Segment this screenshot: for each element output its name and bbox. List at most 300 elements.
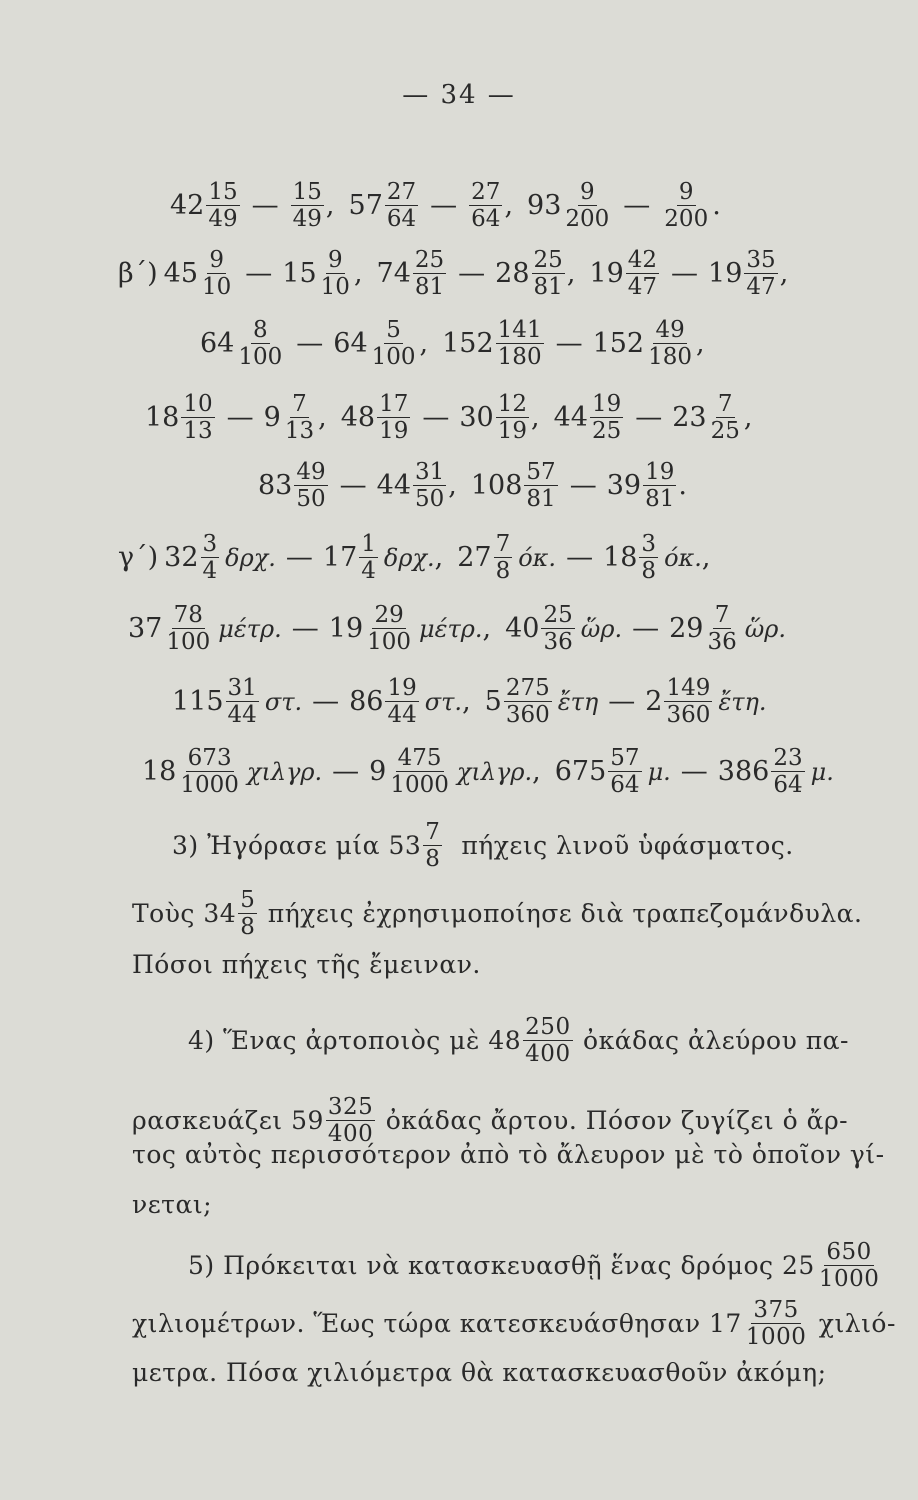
whole-part: 27 [457, 542, 492, 574]
mixed-number [708, 248, 780, 299]
mixed-number [349, 676, 421, 727]
denominator: 180 [497, 344, 542, 371]
denominator: 64 [386, 206, 417, 233]
mixed-number [505, 603, 577, 654]
mixed-number [341, 392, 413, 443]
punctuation: . [678, 470, 687, 502]
fraction [523, 1015, 572, 1066]
whole-part: 64 [200, 328, 235, 360]
minus-sign: — [332, 756, 360, 788]
mixed-number [164, 248, 236, 299]
minus-sign: — [608, 686, 636, 718]
minus-sign: — [245, 258, 273, 290]
denominator: 1000 [180, 772, 239, 799]
numerator: 23 [773, 745, 803, 771]
whole-part: 18 [145, 402, 180, 434]
punctuation: , [448, 470, 457, 502]
numerator: 19 [591, 391, 622, 417]
mixed-number [388, 820, 444, 871]
punctuation: , [325, 190, 335, 222]
text-run: πήχεις λινοῦ ὑφάσματος. [444, 831, 794, 861]
numerator: 49 [296, 459, 326, 485]
fraction [385, 180, 418, 231]
minus-sign: — [285, 542, 313, 574]
mixed-number [377, 460, 449, 511]
whole-part: 42 [170, 190, 205, 222]
whole-part: 18 [603, 542, 638, 574]
fraction [283, 392, 316, 443]
unit-label: μ. [810, 757, 834, 786]
denominator: 100 [238, 344, 283, 371]
fraction [294, 460, 327, 511]
problem-line [188, 1015, 849, 1066]
fraction-row [145, 392, 766, 443]
denominator: 4 [202, 558, 218, 585]
text-run: 3) Ἠγόρασε μία [172, 831, 389, 861]
whole-part: 57 [348, 190, 383, 222]
unit-label: στ. [264, 687, 303, 716]
denominator: 8 [641, 558, 657, 585]
punctuation: , [530, 402, 540, 434]
minus-sign: — [296, 328, 324, 360]
numerator: 1 [361, 531, 376, 557]
minus-sign: — [458, 258, 486, 290]
exercise-label: β΄) [118, 258, 158, 290]
numerator: 275 [505, 675, 550, 701]
mixed-number [471, 460, 560, 511]
mixed-number [718, 746, 807, 797]
problem-line [172, 820, 794, 871]
denominator: 13 [183, 418, 213, 445]
mixed-number [145, 392, 217, 443]
fraction-row [172, 676, 767, 727]
exercise-label: γ΄) [118, 542, 159, 574]
whole-part: 115 [172, 686, 224, 718]
fraction [359, 532, 378, 583]
fraction [496, 318, 544, 369]
whole-part: 48 [488, 1026, 522, 1056]
punctuation: , [482, 613, 492, 645]
mixed-number [282, 248, 354, 299]
whole-part: 48 [340, 402, 376, 434]
fraction [541, 603, 574, 654]
whole-part: 37 [128, 613, 163, 645]
mixed-number [333, 318, 419, 369]
mixed-number [369, 746, 453, 797]
fraction [590, 392, 623, 443]
fraction [423, 820, 442, 871]
minus-sign: — [569, 470, 597, 502]
whole-part: 9 [369, 756, 387, 788]
minus-sign: — [226, 402, 254, 434]
whole-part: 40 [505, 613, 540, 645]
text-run: 4) Ἕνας ἀρτοποιὸς μὲ [188, 1026, 489, 1056]
denominator: 50 [415, 486, 445, 513]
unit-label: ὥρ. [744, 614, 787, 643]
numerator: 10 [183, 391, 213, 417]
fraction [744, 248, 777, 299]
whole-part: 2 [645, 686, 663, 718]
text-run: ρασκευάζει [132, 1106, 292, 1136]
numerator: 9 [327, 247, 343, 273]
numerator: 19 [645, 459, 675, 485]
text-run: χιλιό- [810, 1309, 896, 1339]
fraction [532, 248, 565, 299]
text-run: ὀκάδας ἄρτου. Πόσον ζυγίζει ὁ ἄρ- [377, 1106, 849, 1136]
denominator: 400 [525, 1041, 571, 1068]
fraction [744, 1298, 809, 1349]
numerator: 27 [471, 179, 501, 205]
numerator: 5 [240, 887, 256, 913]
denominator: 44 [387, 702, 417, 729]
mixed-number [291, 1095, 377, 1146]
minus-sign: — [555, 328, 583, 360]
denominator: 81 [645, 486, 675, 513]
mixed-number [329, 603, 415, 654]
fraction [608, 746, 641, 797]
numerator: 25 [533, 247, 563, 273]
unit-label: μέτρ. [218, 614, 282, 643]
denominator: 64 [471, 206, 501, 233]
minus-sign: — [680, 756, 708, 788]
numerator: 57 [526, 459, 556, 485]
denominator: 180 [648, 344, 693, 371]
mixed-number [527, 180, 613, 231]
whole-part: 17 [322, 542, 358, 574]
whole-part: 29 [669, 613, 704, 645]
numerator: 25 [414, 247, 445, 273]
fraction [319, 248, 352, 299]
fraction [226, 676, 259, 727]
unit-label: ἔτη. [718, 687, 767, 716]
numerator: 57 [610, 745, 640, 771]
denominator: 8 [425, 846, 441, 873]
whole-part: 44 [376, 470, 411, 502]
denominator: 4 [361, 558, 376, 585]
whole-part: 93 [527, 190, 562, 222]
fraction [646, 318, 694, 369]
punctuation: , [696, 328, 705, 360]
numerator: 7 [425, 819, 441, 845]
mixed-number [607, 460, 679, 511]
whole-part: 19 [708, 258, 743, 290]
punctuation: , [504, 190, 514, 222]
mixed-number [172, 676, 261, 727]
punctuation: , [701, 542, 711, 574]
denominator: 360 [505, 702, 550, 729]
numerator: 475 [397, 745, 442, 771]
problem-line [132, 888, 863, 939]
mixed-number [485, 676, 554, 727]
numerator: 3 [202, 531, 218, 557]
mixed-number [258, 460, 330, 511]
denominator: 49 [292, 206, 322, 233]
denominator: 400 [327, 1121, 374, 1148]
text-run: Πόσοι πήχεις τῆς ἔμειναν. [132, 950, 481, 979]
denominator: 1000 [745, 1324, 807, 1351]
numerator: 31 [415, 459, 445, 485]
whole-part: 74 [376, 258, 411, 290]
mixed-number [645, 676, 714, 727]
unit-label: δρχ. [383, 543, 435, 572]
numerator: 27 [386, 179, 417, 205]
fraction [494, 532, 513, 583]
punctuation: , [532, 756, 541, 788]
problem-line [188, 1240, 883, 1291]
punctuation: , [462, 686, 471, 718]
minus-sign: — [566, 542, 594, 574]
denominator: 100 [166, 629, 211, 656]
fraction [662, 180, 710, 231]
fraction-row [170, 180, 735, 231]
numerator: 5 [386, 317, 401, 343]
whole-part: 15 [282, 258, 317, 290]
unit-label: όκ. [664, 543, 702, 572]
whole-part: 32 [164, 542, 199, 574]
whole-part: 53 [388, 831, 422, 861]
mixed-number [782, 1240, 883, 1291]
fraction [563, 180, 611, 231]
minus-sign: — [312, 686, 340, 718]
numerator: 141 [497, 317, 542, 343]
fraction-row [118, 532, 724, 583]
minus-sign: — [339, 470, 367, 502]
problem-line [132, 1140, 885, 1169]
text-run: ὀκάδας ἀλεύρου πα- [574, 1026, 849, 1056]
fraction [664, 676, 712, 727]
denominator: 10 [320, 274, 350, 301]
numerator: 78 [173, 602, 203, 628]
whole-part: 39 [606, 470, 642, 502]
numerator: 42 [627, 247, 658, 273]
problem-line [132, 1190, 212, 1219]
denominator: 1000 [818, 1266, 880, 1293]
denominator: 200 [565, 206, 610, 233]
punctuation: , [434, 542, 444, 574]
denominator: 44 [227, 702, 257, 729]
fraction [206, 180, 239, 231]
whole-part: 152 [442, 328, 494, 360]
problem-line [132, 1095, 848, 1146]
unit-label: δρχ. [225, 543, 276, 572]
denominator: 100 [371, 344, 416, 371]
whole-part: 19 [328, 613, 364, 645]
minus-sign: — [422, 402, 450, 434]
punctuation: , [419, 328, 429, 360]
whole-part: 152 [592, 328, 645, 360]
fraction [181, 392, 214, 443]
fraction [201, 532, 220, 583]
unit-label: στ. [424, 687, 463, 716]
whole-part: 386 [717, 756, 770, 788]
unit-label: ἔτη [557, 687, 599, 716]
numerator: 650 [826, 1239, 872, 1265]
denominator: 25 [591, 418, 622, 445]
punctuation: , [318, 402, 327, 434]
minus-sign: — [671, 258, 699, 290]
fraction [236, 318, 284, 369]
fraction [370, 318, 418, 369]
fraction [164, 603, 212, 654]
numerator: 325 [327, 1094, 374, 1120]
denominator: 200 [664, 206, 709, 233]
minus-sign: — [623, 190, 651, 222]
whole-part: 86 [349, 686, 384, 718]
numerator: 9 [580, 179, 595, 205]
numerator: 3 [641, 531, 657, 557]
numerator: 7 [495, 531, 511, 557]
numerator: 250 [525, 1014, 571, 1040]
whole-part: 108 [470, 470, 523, 502]
whole-part: 17 [709, 1309, 742, 1339]
denominator: 25 [710, 418, 740, 445]
punctuation: , [779, 258, 789, 290]
mixed-number [459, 392, 531, 443]
mixed-number [289, 180, 326, 231]
fraction-row [142, 746, 834, 797]
punctuation: , [566, 258, 576, 290]
numerator: 8 [252, 317, 268, 343]
numerator: 9 [678, 179, 694, 205]
denominator: 360 [666, 702, 711, 729]
fraction [413, 460, 446, 511]
numerator: 29 [374, 602, 404, 628]
denominator: 19 [379, 418, 409, 445]
denominator: 81 [526, 486, 556, 513]
text-run: τος αὐτὸς περισσότερον ἀπὸ τὸ ἄλευρον μὲ τὸ ὁποῖον γί- [132, 1140, 885, 1169]
text-run: 5) Πρόκειται νὰ κατασκευασθῇ ἕνας δρόμος [188, 1251, 782, 1281]
whole-part: 5 [484, 686, 502, 718]
mixed-number [442, 318, 545, 369]
denominator: 8 [240, 914, 256, 941]
text-run: μετρα. Πόσα χιλιόμετρα θὰ κατασκευασθοῦν ἀκόμη; [132, 1358, 827, 1387]
whole-part: 59 [291, 1106, 324, 1136]
mixed-number [377, 248, 449, 299]
text-run: χιλιομέτρων. Ἕως τώρα κατεσκευάσθησαν [132, 1309, 709, 1339]
mixed-number [660, 180, 712, 231]
fraction [178, 746, 241, 797]
unit-label: μέτρ. [419, 614, 483, 643]
mixed-number [203, 888, 259, 939]
mixed-number [555, 746, 644, 797]
fraction [200, 248, 233, 299]
whole-part: 23 [672, 402, 707, 434]
mixed-number [128, 603, 214, 654]
mixed-number [467, 180, 504, 231]
numerator: 19 [387, 675, 417, 701]
punctuation: . [712, 190, 721, 222]
mixed-number [323, 532, 380, 583]
text-run: Τοὺς [132, 899, 204, 929]
minus-sign: — [251, 190, 279, 222]
fraction [388, 746, 451, 797]
denominator: 81 [533, 274, 563, 301]
mixed-number [495, 248, 567, 299]
problem-line [132, 1358, 827, 1387]
whole-part: 64 [333, 328, 368, 360]
mixed-number [709, 1298, 810, 1349]
mixed-number [669, 603, 741, 654]
numerator: 15 [208, 179, 238, 205]
mixed-number [457, 532, 514, 583]
denominator: 100 [367, 629, 412, 656]
denominator: 8 [495, 558, 511, 585]
whole-part: 28 [495, 258, 530, 290]
numerator: 31 [227, 675, 257, 701]
fraction [469, 180, 502, 231]
fraction-row [118, 248, 802, 299]
numerator: 15 [292, 179, 322, 205]
mixed-number [164, 532, 221, 583]
mixed-number [589, 248, 661, 299]
denominator: 36 [543, 629, 573, 656]
whole-part: 675 [554, 756, 607, 788]
numerator: 375 [753, 1297, 799, 1323]
numerator: 673 [187, 745, 232, 771]
whole-part: 9 [263, 402, 281, 434]
denominator: 81 [414, 274, 445, 301]
whole-part: 18 [142, 756, 177, 788]
fraction [504, 676, 552, 727]
whole-part: 25 [782, 1251, 815, 1281]
fraction [709, 392, 742, 443]
numerator: 7 [714, 602, 730, 628]
whole-part: 19 [589, 258, 624, 290]
fraction [413, 248, 446, 299]
unit-label: χιλγρ. [246, 757, 323, 786]
numerator: 149 [666, 675, 711, 701]
fraction [643, 460, 676, 511]
fraction-row [258, 460, 701, 511]
mixed-number [264, 392, 318, 443]
fraction [817, 1240, 882, 1291]
page-number: — 34 — [402, 80, 516, 110]
denominator: 49 [208, 206, 238, 233]
denominator: 1000 [390, 772, 449, 799]
numerator: 9 [209, 247, 224, 273]
fraction [365, 603, 413, 654]
fraction [377, 392, 410, 443]
fraction [524, 460, 557, 511]
denominator: 50 [296, 486, 326, 513]
minus-sign: — [632, 613, 660, 645]
denominator: 19 [497, 418, 527, 445]
mixed-number [554, 392, 626, 443]
numerator: 7 [717, 391, 733, 417]
denominator: 64 [773, 772, 803, 799]
whole-part: 83 [258, 470, 293, 502]
fraction [639, 532, 658, 583]
minus-sign: — [430, 190, 458, 222]
fraction [385, 676, 418, 727]
fraction-row [200, 318, 719, 369]
problem-line [132, 1298, 896, 1349]
problem-line [132, 950, 481, 979]
unit-label: όκ. [518, 543, 557, 572]
fraction [496, 392, 529, 443]
mixed-number [672, 392, 744, 443]
mixed-number [603, 532, 660, 583]
denominator: 47 [746, 274, 776, 301]
fraction [705, 603, 738, 654]
text-run: πήχεις ἐχρησιμοποίησε διὰ τραπεζομάνδυλα. [259, 899, 863, 929]
denominator: 64 [610, 772, 640, 799]
denominator: 13 [284, 418, 315, 445]
denominator: 10 [202, 274, 232, 301]
whole-part: 45 [163, 258, 199, 290]
numerator: 35 [746, 247, 776, 273]
unit-label: μ. [647, 757, 671, 786]
